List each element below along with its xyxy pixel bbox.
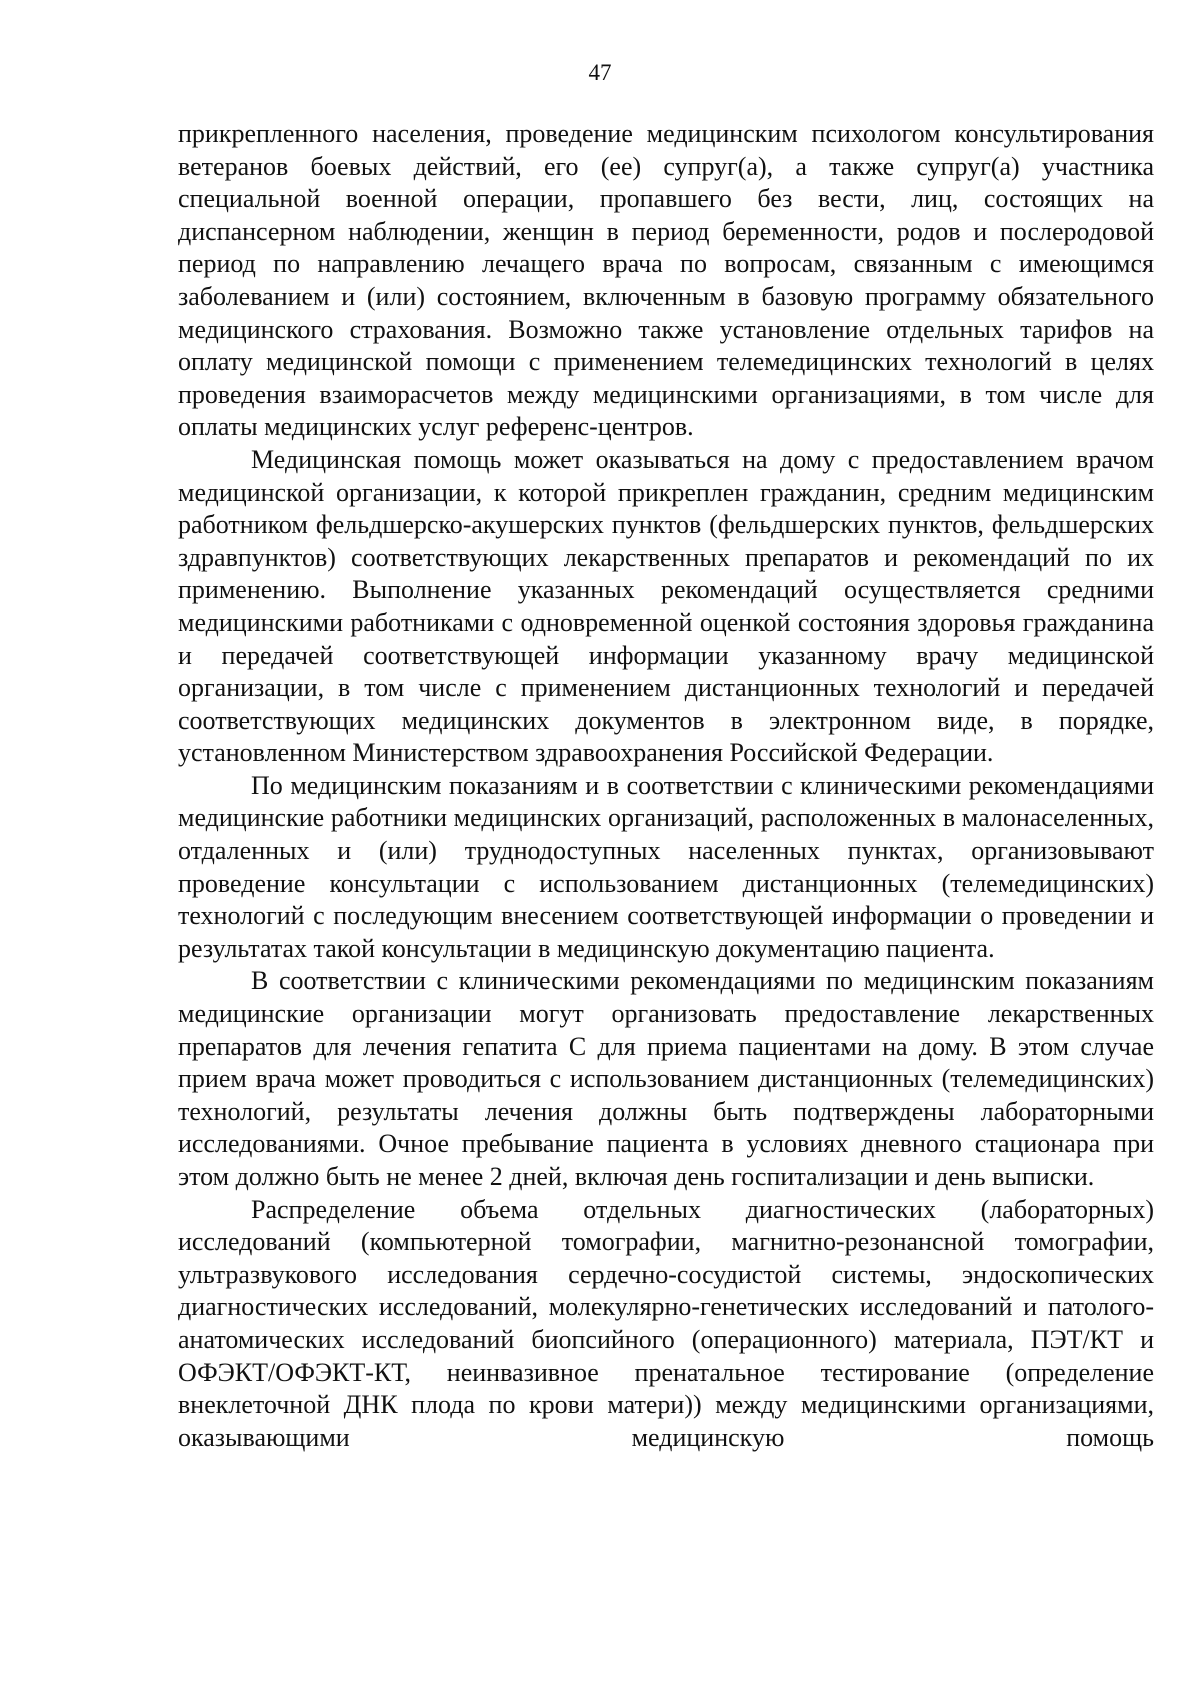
paragraph-diagnostics-distribution: Распределение объема отдельных диагностических (лабораторных) исследований (компьютерной томографии, магнитно-резонансной томографии, ультразвукового исследования сердечно-сосудистой системы, эндоскопических диагностических исследований, молекулярно-генетических исследований и патолого-анатомических исследований биопсийного (операционного) материала, ПЭТ/КТ и ОФЭКТ/ОФЭКТ-КТ, неинвазивное пренатальное тестирование (определение внеклеточной ДНК плода по крови матери)) между медицинскими организациями, оказывающими медицинскую помощь: [178, 1194, 1154, 1452]
paragraph-remote-consultation: По медицинским показаниям и в соответствии с клиническими рекомендациями медицинские работники медицинских организаций, расположенных в малонаселенных, отдаленных и (или) труднодоступных населенных пунктах, организовывают проведение консультации с использованием дистанционных (телемедицинских) технологий с последующим внесением соответствующей информации о проведении и результатах такой консультации в медицинскую документацию пациента.: [178, 770, 1154, 963]
paragraph-hepatitis-c: В соответствии с клиническими рекомендациями по медицинским показаниям медицинские организации могут организовать предоставление лекарственных препаратов для лечения гепатита С для приема пациентами на дому. В этом случае прием врача может проводиться с использованием дистанционных (телемедицинских) технологий, результаты лечения должны быть подтверждены лабораторными исследованиями. Очное пребывание пациента в условиях дневного стационара при этом должно быть не менее 2 дней, включая день госпитализации и день выписки.: [178, 966, 1154, 1191]
document-body: [178, 118, 1154, 1454]
page-number: 47: [588, 60, 612, 85]
paragraph-continuation: прикрепленного населения, проведение медицинским психологом консультирования ветеранов боевых действий, его (ее) супруг(а), а также супруг(а) участника специальной военной операции, пропавшего без вести, лиц, состоящих на диспансерном наблюдении, женщин в период беременности, родов и послеродовой период по направлению лечащего врача по вопросам, связанным с имеющимся заболеванием и (или) состоянием, включенным в базовую программу обязательного медицинского страхования. Возможно также установление отдельных тарифов на оплату медицинской помощи с применением телемедицинских технологий в целях проведения взаиморасчетов между медицинскими организациями, в том числе для оплаты медицинских услуг референс-центров.: [178, 119, 1154, 442]
paragraph-home-care: Медицинская помощь может оказываться на дому с предоставлением врачом медицинской организации, к которой прикреплен гражданин, средним медицинским работником фельдшерско-акушерских пунктов (фельдшерских пунктов, фельдшерских здравпунктов) соответствующих лекарственных препаратов и рекомендаций по их применению. Выполнение указанных рекомендаций осуществляется средними медицинскими работниками с одновременной оценкой состояния здоровья гражданина и передачей соответствующей информации указанному врачу медицинской организации, в том числе с применением дистанционных технологий и передачей соответствующих медицинских документов в электронном виде, в порядке, установленном Министерством здравоохранения Российской Федерации.: [178, 444, 1154, 768]
